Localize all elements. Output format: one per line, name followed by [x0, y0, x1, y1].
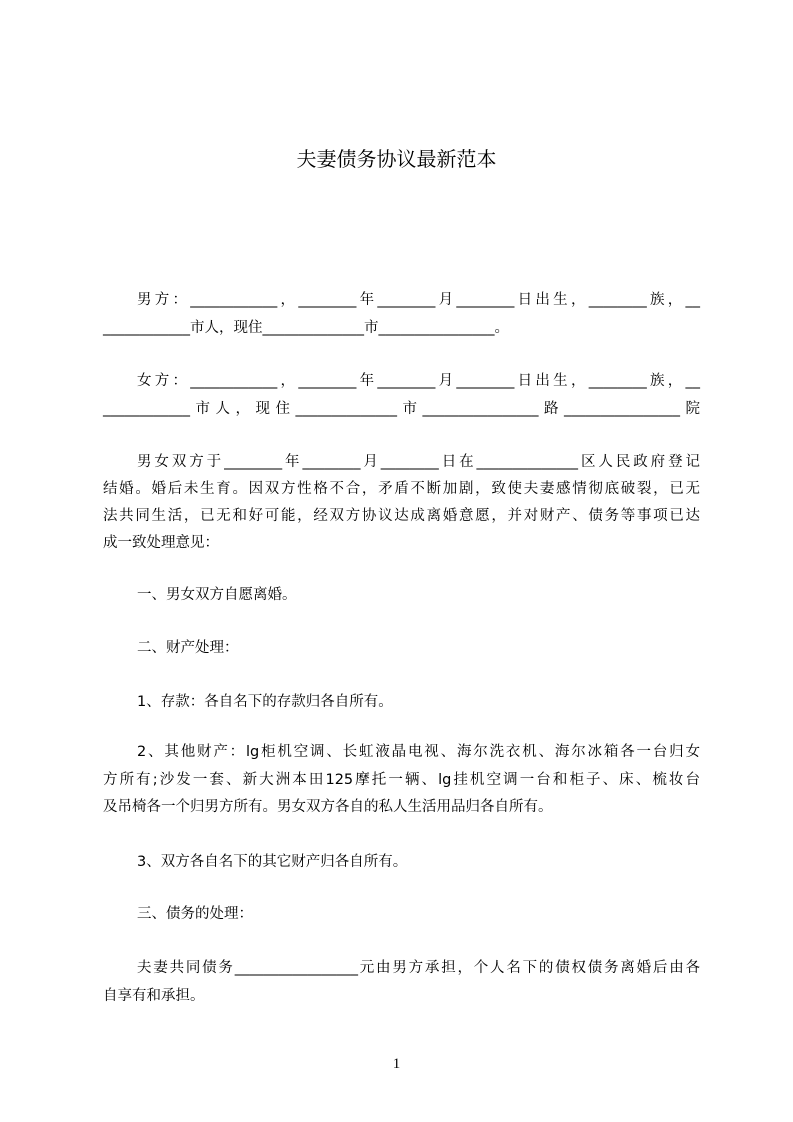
section-heading-1: 一、男女双方自愿离婚。 [137, 587, 297, 603]
text-line: 男女双方于________年________月________日在______________区人民政府登记 [137, 454, 700, 470]
text-line: 自享有和承担。 [103, 988, 205, 1004]
page-number: 1 [392, 1056, 401, 1072]
text-line: 2、其他财产：lg柜机空调、长虹液晶电视、海尔洗衣机、海尔冰箱各一台归女 [137, 744, 700, 760]
text-line: 法共同生活，已无和好可能，经双方协议达成离婚意愿，并对财产、债务等事项已达 [103, 508, 700, 524]
section-heading-3: 三、债务的处理： [137, 906, 253, 922]
section-heading-2: 二、财产处理： [137, 640, 239, 656]
text-line: ____________市人，现住______________市________________路________________院 [103, 401, 700, 417]
text-line: 成一致处理意见： [103, 535, 219, 551]
item-own-property: 3、双方各自名下的其它财产归各自所有。 [137, 854, 408, 870]
document-title: 夫妻债务协议最新范本 [296, 147, 497, 171]
text-line: 方所有;沙发一套、新大洲本田125摩托一辆、lg挂机空调一台和柜子、床、梳妆台 [103, 772, 700, 788]
text-line: 及吊椅各一个归男方所有。男女双方各自的私人生活用品归各自所有。 [103, 799, 553, 815]
item-deposits: 1、存款：各自名下的存款归各自所有。 [137, 694, 393, 710]
text-line: ____________市人，现住______________市________________。 [103, 320, 509, 336]
text-line: 结婚。婚后未生育。因双方性格不合，矛盾不断加剧，致使夫妻感情彻底破裂，已无 [103, 481, 700, 497]
text-line: 男方：____________，________年________月________日出生，________族，__ [137, 292, 700, 308]
text-line: 女方：____________，________年________月________日出生，________族，__ [137, 373, 700, 389]
text-line: 夫妻共同债务_________________元由男方承担，个人名下的债权债务离婚后由各 [137, 960, 700, 976]
